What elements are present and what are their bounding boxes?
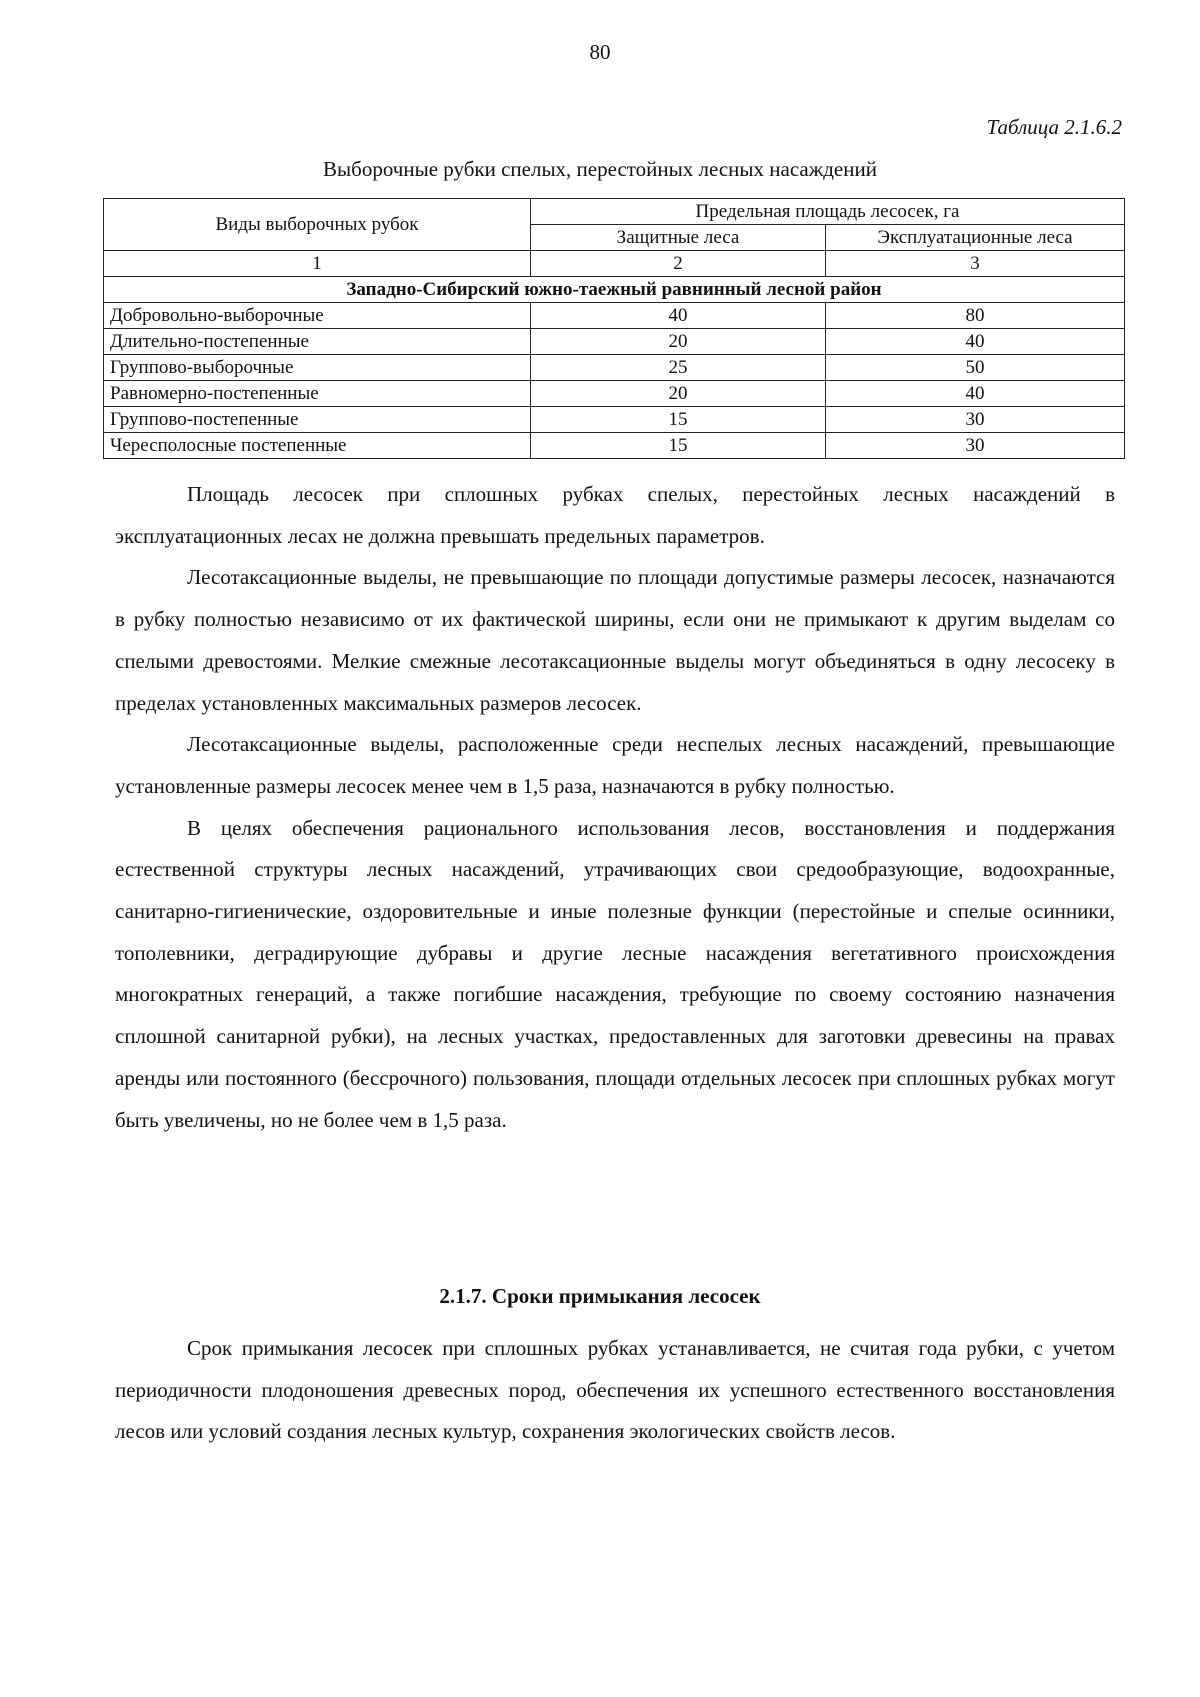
- page-number: 80: [589, 40, 611, 64]
- table-row: [104, 433, 1125, 459]
- protective-value-cell: 20: [531, 381, 826, 407]
- header-limit-area: Предельная площадь лесосек, га: [531, 199, 1125, 225]
- table-row: [104, 329, 1125, 355]
- table-title: Выборочные рубки спелых, перестойных лесных насаждений: [323, 157, 877, 181]
- exploitation-value-cell: 40: [826, 329, 1125, 355]
- table-row: [104, 355, 1125, 381]
- cutting-type-cell: Длительно-постепенные: [104, 329, 531, 355]
- column-number: 2: [531, 251, 826, 277]
- cutting-limits-table: [103, 198, 1125, 459]
- paragraph: В целях обеспечения рационального использования лесов, восстановления и поддержания естественной структуры лесных насаждений, утрачивающих свои средообразующие, водоохранные, санитарно-гигиенические, оздоровительные и иные полезные функции (перестойные и спелые осинники, тополевники, деградирующие дубравы и другие лесные насаждения вегетативного происхождения многократных генераций, а также погибшие насаждения, требующие по своему состоянию назначения сплошной санитарной рубки), на лесных участках, предоставленных для заготовки древесины на правах аренды или постоянного (бессрочного) пользования, площади отдельных лесосек при сплошных рубках могут быть увеличены, но не более чем в 1,5 раза.: [115, 815, 1115, 1132]
- column-number: 3: [826, 251, 1125, 277]
- paragraph: Лесотаксационные выделы, расположенные среди неспелых лесных насаждений, превышающие установленные размеры лесосек менее чем в 1,5 раза, назначаются в рубку полностью.: [115, 732, 1115, 798]
- cutting-type-cell: Чересполосные постепенные: [104, 433, 531, 459]
- column-number: 1: [104, 251, 531, 277]
- header-cutting-types: Виды выборочных рубок: [104, 199, 531, 251]
- cutting-type-cell: Группово-выборочные: [104, 355, 531, 381]
- exploitation-value-cell: 40: [826, 381, 1125, 407]
- protective-value-cell: 15: [531, 433, 826, 459]
- protective-value-cell: 25: [531, 355, 826, 381]
- cutting-type-cell: Добровольно-выборочные: [104, 303, 531, 329]
- paragraph: Лесотаксационные выделы, не превышающие по площади допустимые размеры лесосек, назначаются в рубку полностью независимо от их фактической ширины, если они не примыкают к другим выделам со спелыми древостоями. Мелкие смежные лесотаксационные выделы могут объединяться в одну лесосеку в пределах установленных максимальных размеров лесосек.: [115, 565, 1115, 715]
- region-row: [104, 277, 1125, 303]
- protective-value-cell: 15: [531, 407, 826, 433]
- cutting-type-cell: Равномерно-постепенные: [104, 381, 531, 407]
- header-exploitation-forests: Эксплуатационные леса: [826, 225, 1125, 251]
- table-row: [104, 381, 1125, 407]
- table-header-row: [104, 199, 1125, 225]
- exploitation-value-cell: 30: [826, 433, 1125, 459]
- column-numbers-row: [104, 251, 1125, 277]
- body-text: [115, 474, 1115, 1141]
- header-protective-forests: Защитные леса: [531, 225, 826, 251]
- exploitation-value-cell: 30: [826, 407, 1125, 433]
- table-row: [104, 407, 1125, 433]
- protective-value-cell: 20: [531, 329, 826, 355]
- cutting-type-cell: Группово-постепенные: [104, 407, 531, 433]
- paragraph: Срок примыкания лесосек при сплошных рубках устанавливается, не считая года рубки, с учетом периодичности плодоношения древесных пород, обеспечения их успешного естественного восстановления лесов или условий создания лесных культур, сохранения экологических свойств лесов.: [115, 1336, 1115, 1444]
- exploitation-value-cell: 50: [826, 355, 1125, 381]
- paragraph: Площадь лесосек при сплошных рубках спелых, перестойных лесных насаждений в эксплуатационных лесах не должна превышать предельных параметров.: [115, 482, 1115, 548]
- table-label: Таблица 2.1.6.2: [986, 115, 1122, 139]
- table-row: [104, 303, 1125, 329]
- protective-value-cell: 40: [531, 303, 826, 329]
- exploitation-value-cell: 80: [826, 303, 1125, 329]
- section-heading: 2.1.7. Сроки примыкания лесосек: [439, 1284, 761, 1308]
- section-body-text: [115, 1328, 1115, 1453]
- region-name: Западно-Сибирский южно-таежный равнинный лесной район: [104, 277, 1125, 303]
